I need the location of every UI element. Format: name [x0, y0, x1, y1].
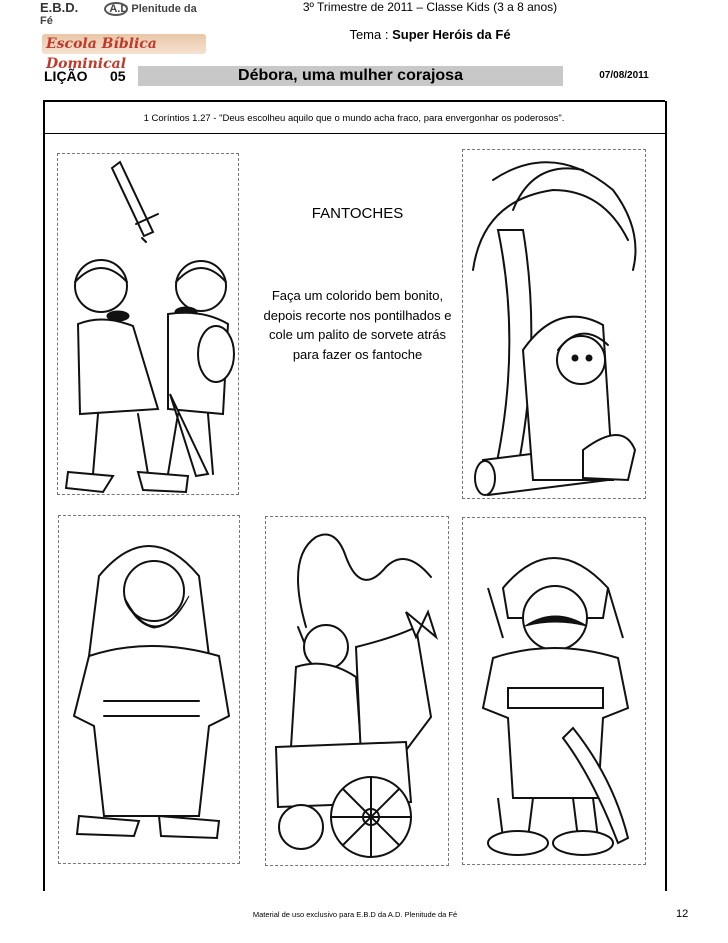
deborah-illustration: [463, 150, 645, 498]
trimestre-text: 3º Trimestre de 2011 – Classe Kids (3 a 8 anos): [302, 0, 558, 14]
tema-value: Super Heróis da Fé: [392, 27, 511, 42]
bearded-man-illustration: [59, 516, 239, 863]
bible-verse: 1 Coríntios 1.27 - "Deus escolheu aquilo que o mundo acha fraco, para envergonhar os poderosos".: [143, 113, 565, 124]
lesson-date: 07/08/2011: [599, 70, 649, 81]
tema-label: Tema :: [349, 27, 389, 42]
logo-script: Escola Bíblica Dominical: [42, 34, 206, 54]
lesson-label: LIÇÃO: [44, 68, 88, 84]
puppet-card-chariot: [265, 516, 449, 866]
puppet-card-deborah: [462, 149, 646, 499]
lesson-number: 05: [110, 68, 126, 84]
captain-illustration: [463, 518, 645, 864]
activity-instructions: Faça um colorido bem bonito, depois recorte nos pontilhados e cole um palito de sorvete atrás para fazer os fantoche: [263, 288, 452, 362]
puppet-card-captain: [462, 517, 646, 865]
chariot-illustration: [266, 517, 448, 865]
activity-title: FANTOCHES: [311, 205, 404, 222]
puppet-card-bearded-man: [58, 515, 240, 864]
lesson-bar: [40, 66, 690, 88]
ebd-logo: [40, 0, 210, 72]
page-number: 12: [676, 908, 689, 920]
soldiers-illustration: [58, 154, 238, 494]
logo-name: A.D Plenitude da Fé: [40, 3, 197, 27]
tema-line: [270, 27, 590, 42]
footer-notice: Material de uso exclusivo para E.B.D da A.D. Plenitude da Fé: [252, 910, 458, 919]
puppet-card-soldiers: [57, 153, 239, 495]
verse-divider: [43, 133, 665, 134]
lesson-title: Débora, uma mulher corajosa: [238, 67, 463, 84]
logo-abbrev: E.B.D.: [40, 0, 79, 15]
fish-icon: [104, 2, 128, 16]
